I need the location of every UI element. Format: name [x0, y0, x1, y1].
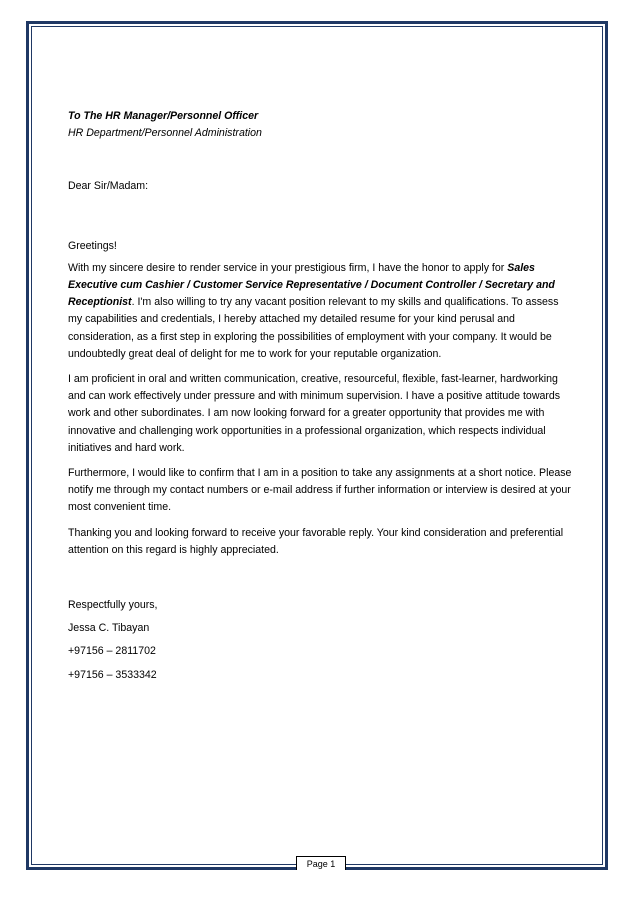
- applied-positions: Sales Executive cum Cashier / Customer Service Representative / Document Controller / Secretary and Receptionist: [68, 261, 555, 309]
- paragraph-application: [68, 260, 573, 363]
- recipient-title: To The HR Manager/Personnel Officer: [68, 110, 259, 122]
- salutation: Dear Sir/Madam:: [68, 180, 149, 193]
- greeting: Greetings!: [68, 239, 117, 252]
- closing: Respectfully yours,: [68, 599, 158, 612]
- phone-number-1: +97156 – 2811702: [68, 645, 156, 658]
- paragraph-application-intro: With my sincere desire to render service in your prestigious firm, I have the honor to apply for: [68, 261, 508, 274]
- recipient-department: HR Department/Personnel Administration: [68, 127, 262, 140]
- phone-number-2: +97156 – 3533342: [68, 668, 157, 681]
- letter-body: [68, 108, 573, 684]
- paragraph-application-rest: . I'm also willing to try any vacant position relevant to my skills and qualifications. To assess my capabilities and credentials, I hereby attached my detailed resume for your kind perusal and consideration, as a first step in exploring the possibilities of employment with your company. It would be undoubtedly great deal of delight for me to work for your reputable organization.: [68, 296, 559, 360]
- page-number: Page 1: [296, 856, 346, 870]
- paragraph-availability: Furthermore, I would like to confirm that I am in a position to take any assignments at a short notice. Please notify me through my contact numbers or e-mail address if further information or interview is desired at your most convenient time.: [68, 467, 572, 514]
- signer-name: Jessa C. Tibayan: [68, 622, 150, 635]
- paragraph-thanks: Thanking you and looking forward to receive your favorable reply. Your kind consideration and preferential attention on this regard is highly appreciated.: [68, 526, 564, 556]
- paragraph-skills: I am proficient in oral and written communication, creative, resourceful, flexible, fast-learner, hardworking and can work effectively under pressure and with minimum supervision. I have a positive attitude towards work and other subordinates. I am now looking forward for a greater opportunity that provides me with innovative and challenging work opportunities in a professional organization, which respects individual initiatives and hard work.: [68, 373, 561, 454]
